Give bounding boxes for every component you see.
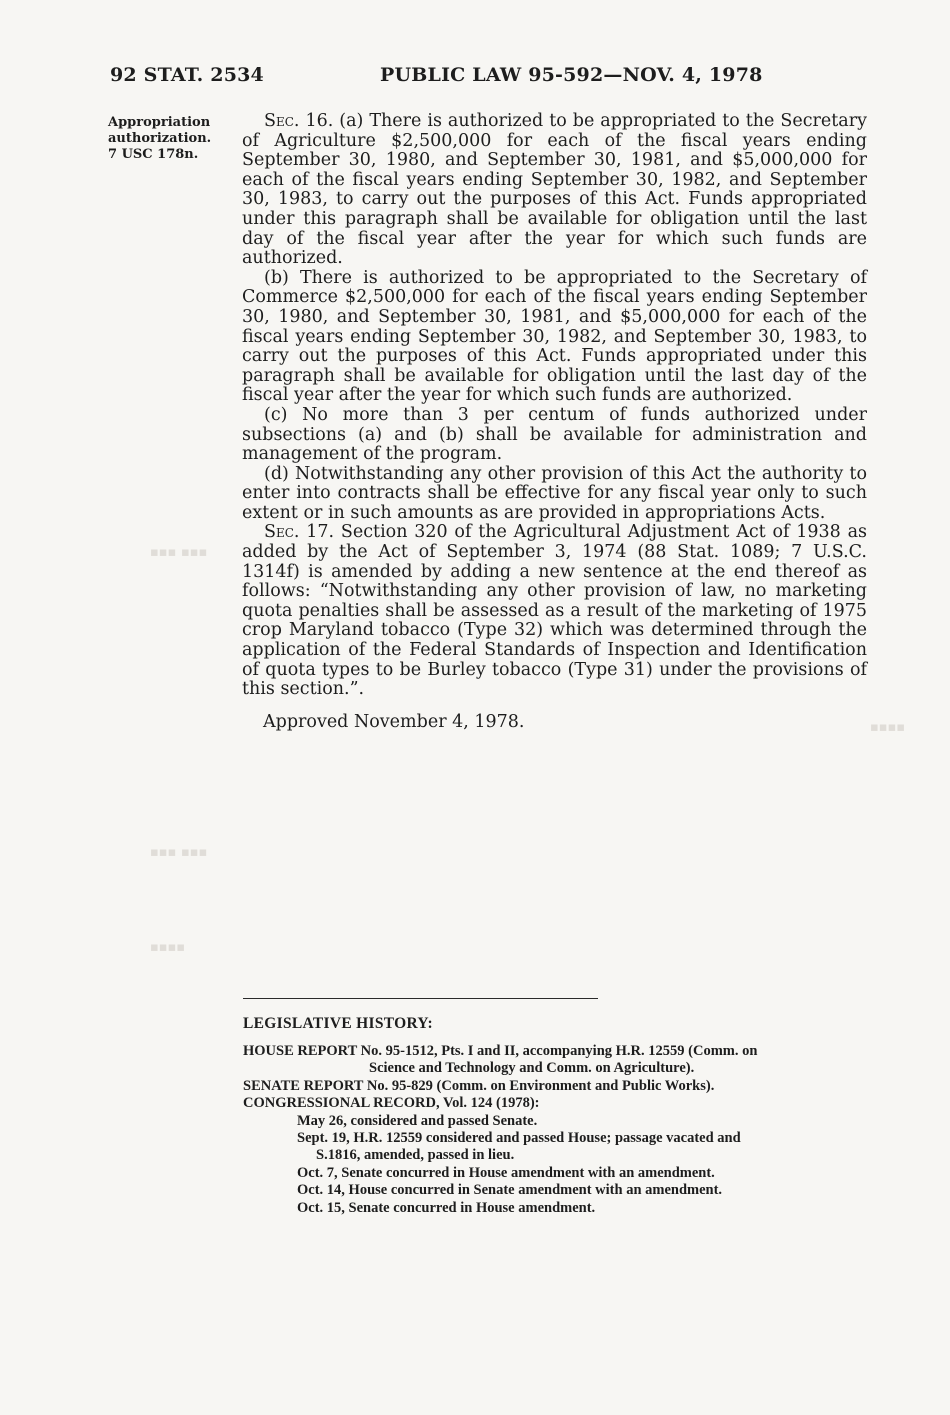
bleed-through-mark: ▪▪▪ ▪▪▪: [150, 845, 208, 860]
divider: [243, 998, 598, 999]
margin-note-line: authorization.: [108, 131, 212, 146]
bleed-through-mark: ▪▪▪ ▪▪▪: [150, 545, 208, 560]
paragraph-text: Section 320 of the Agricultural Adjustment Act of 1938 as added by the Act of September 3, 1974 (88 Stat. 1089; 7 U.S.C. 1314f) is amended by adding a new sentence at the end thereof as follows: “Notwithstanding any other provision of law, no marketing quota penalties shall be assessed as a result of the marketing of 1975 crop Maryland tobacco (Type 32) which was determined through the application of the Federal Standards of Inspection and Identification of quota types to be Burley tobacco (Type 31) under the provisions of this section.”.: [242, 522, 867, 700]
section-label: Sec. 16.: [264, 111, 334, 131]
section-16-b: (b) There is authorized to be appropriated to the Secretary of Commerce $2,500,000 for each of the fiscal years ending September 30, 1980, and September 30, 1981, and $5,000,000 for each of the fiscal years ending September 30, 1982, and September 30, 1983, to carry out the purposes of this Act. Funds appropriated under this paragraph shall be available for obligation until the last day of the fiscal year after the year for which such funds are authorized.: [242, 267, 867, 406]
bleed-through-mark: ▪▪▪▪: [870, 720, 906, 735]
margin-note-line: Appropriation: [108, 115, 211, 130]
legislative-history-heading: LEGISLATIVE HISTORY:: [243, 1015, 433, 1032]
section-label: Sec. 17.: [264, 522, 335, 543]
section-17: [242, 523, 867, 699]
house-report-continued: Science and Technology and Comm. on Agriculture).: [369, 1060, 695, 1077]
section-16-d: (d) Notwithstanding any other provision of this Act the authority to enter into contracts shall be effective for any fiscal year only to such extent or in such amounts as are provided in appropriations Acts.: [242, 463, 867, 523]
history-entry: Oct. 7, Senate concurred in House amendment with an amendment.: [297, 1164, 715, 1181]
section-16-a: [242, 112, 867, 269]
section-16-c: (c) No more than 3 per centum of funds authorized under subsections (a) and (b) shall be available for administration and management of the program.: [242, 404, 867, 465]
running-head: PUBLIC LAW 95-592—NOV. 4, 1978: [380, 64, 763, 86]
history-entry: Oct. 14, House concurred in Senate amendment with an amendment.: [297, 1182, 723, 1199]
paragraph-text: (a) There is authorized to be appropriated to the Secretary of Agriculture $2,500,000 for each of the fiscal years ending September 30, 1980, and September 30, 1981, and $5,000,000 for each of the fiscal years ending September 30, 1982, and September 30, 1983, to carry out the purposes of this Act. Funds appropriated under this paragraph shall be available for obligation until the last day of the fiscal year after the year for which such funds are authorized.: [242, 111, 867, 269]
approval-date: Approved November 4, 1978.: [263, 712, 525, 732]
legislative-history: [243, 1043, 883, 1217]
margin-note-line: 7 USC 178n.: [108, 147, 199, 162]
house-report: HOUSE REPORT No. 95-1512, Pts. I and II, accompanying H.R. 12559 (Comm. on: [243, 1043, 758, 1059]
history-entry: May 26, considered and passed Senate.: [297, 1112, 538, 1129]
senate-report: SENATE REPORT No. 95-829 (Comm. on Environment and Public Works).: [243, 1077, 715, 1094]
congressional-record: CONGRESSIONAL RECORD, Vol. 124 (1978):: [243, 1095, 540, 1112]
bleed-through-mark: ▪▪▪▪: [150, 940, 186, 955]
stat-page-number: 92 STAT. 2534: [110, 64, 264, 86]
history-entry: Sept. 19, H.R. 12559 considered and passed House; passage vacated and: [297, 1130, 741, 1147]
history-entry: Oct. 15, Senate concurred in House amendment.: [297, 1199, 596, 1216]
margin-note: [108, 115, 228, 163]
statute-body: [242, 112, 867, 700]
history-entry: S.1816, amended, passed in lieu.: [316, 1147, 515, 1164]
